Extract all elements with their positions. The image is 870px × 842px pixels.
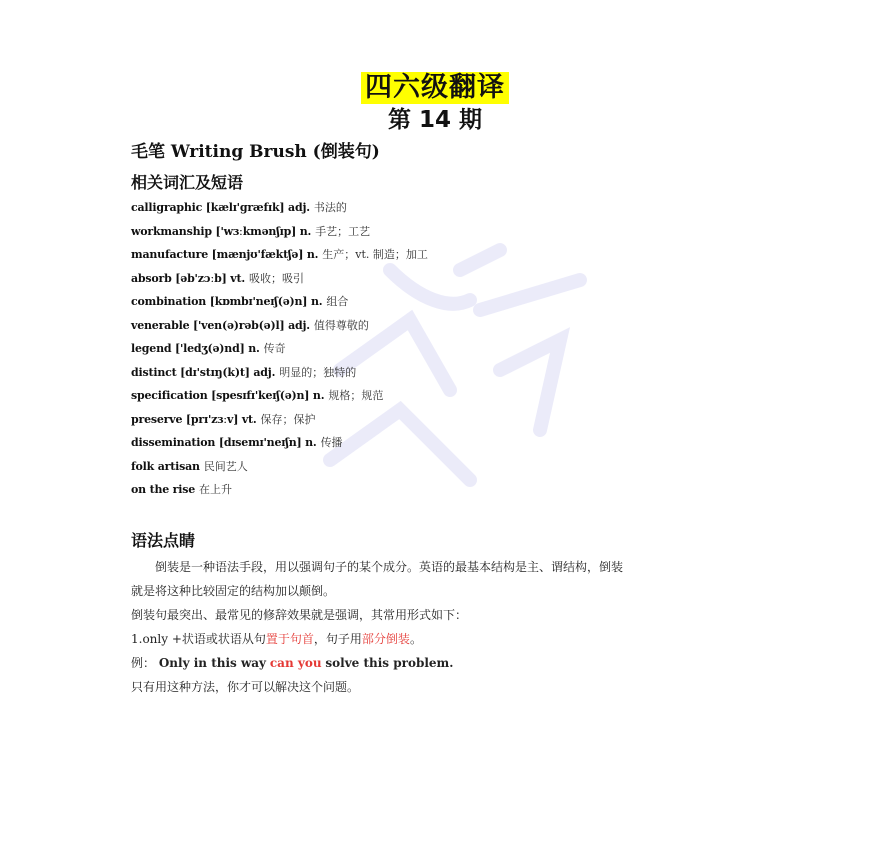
rule-suffix: 。 — [409, 632, 422, 646]
list-item — [131, 410, 691, 434]
rule-highlight-front: 置于句首 — [265, 632, 314, 646]
vocab-term: calligraphic [kælɪ'græfɪk] adj. — [131, 201, 310, 214]
list-item — [131, 292, 691, 316]
vocab-meaning: 保存；保护 — [260, 412, 316, 426]
example-translation: 只有用这种方法，你才可以解决这个问题。 — [131, 680, 360, 694]
vocab-meaning: 明显的；独特的 — [279, 365, 357, 379]
vocab-meaning: 在上升 — [199, 483, 233, 496]
vocab-meaning: 规格；规范 — [328, 389, 384, 402]
rule-highlight-inversion: 部分倒装 — [361, 632, 410, 646]
vocab-meaning: 值得尊敬的 — [313, 318, 369, 332]
vocab-meaning: 生产；vt. 制造；加工 — [322, 248, 428, 261]
example-pre: Only in this way — [158, 656, 267, 670]
vocab-meaning: 书法的 — [313, 201, 347, 214]
list-item — [131, 198, 691, 222]
vocab-meaning: 手艺；工艺 — [315, 224, 371, 238]
list-item — [131, 433, 691, 457]
vocab-term: absorb [əb'zɔːb] vt. — [131, 271, 245, 285]
list-item — [131, 386, 691, 410]
vocab-term: preserve [prɪ'zɜːv] vt. — [131, 412, 257, 426]
vocab-meaning: 民间艺人 — [203, 459, 248, 473]
list-item — [131, 245, 691, 269]
vocab-term: combination [kɒmbɪ'neɪʃ(ə)n] n. — [131, 295, 323, 308]
topic-heading: 毛笔 Writing Brush (倒装句) — [131, 142, 380, 162]
grammar-body — [131, 556, 751, 700]
list-item — [131, 457, 691, 481]
vocab-term: on the rise — [131, 483, 196, 496]
vocab-term: specification [spesɪfɪ'keɪʃ(ə)n] n. — [131, 389, 325, 402]
vocab-term: manufacture [mænjʊ'fæktʃə] n. — [131, 248, 319, 261]
vocab-term: distinct [dɪ'stɪŋ(k)t] adj. — [131, 365, 276, 379]
vocab-term: workmanship ['wɜːkmənʃɪp] n. — [131, 224, 312, 238]
list-item — [131, 339, 691, 363]
vocab-term: venerable ['ven(ə)rəb(ə)l] adj. — [131, 318, 310, 332]
grammar-paragraph-line: 倒装是一种语法手段，用以强调句子的某个成分。英语的最基本结构是主、谓结构，倒装 — [155, 560, 624, 574]
vocab-term: folk artisan — [131, 459, 200, 473]
list-item — [131, 269, 691, 293]
grammar-heading: 语法点睛 — [131, 531, 196, 550]
vocab-term: dissemination [dɪsemɪ'neɪʃn] n. — [131, 436, 317, 449]
grammar-example — [131, 652, 751, 676]
vocab-meaning: 吸收；吸引 — [248, 271, 304, 285]
grammar-paragraph: 倒装句最突出、最常见的修辞效果就是强调，其常用形式如下： — [131, 608, 468, 622]
grammar-paragraph-line: 就是将这种比较固定的结构加以颠倒。 — [131, 584, 336, 598]
title-wrap — [0, 72, 870, 104]
example-post: solve this problem. — [325, 656, 454, 670]
list-item — [131, 480, 691, 504]
vocab-list — [131, 198, 691, 504]
vocab-meaning: 组合 — [326, 295, 349, 308]
vocab-heading: 相关词汇及短语 — [131, 173, 244, 192]
list-item — [131, 222, 691, 246]
example-label: 例： — [131, 656, 156, 670]
rule-prefix: 1.only +状语或状语从句 — [131, 632, 266, 646]
page-title: 四六级翻译 — [361, 72, 509, 104]
list-item — [131, 363, 691, 387]
list-item — [131, 316, 691, 340]
vocab-meaning: 传奇 — [263, 342, 286, 355]
example-highlight: can you — [269, 656, 322, 670]
rule-middle: ，句子用 — [313, 632, 362, 646]
issue-number: 第 14 期 — [387, 107, 483, 133]
vocab-meaning: 传播 — [320, 436, 343, 449]
vocab-term: legend ['ledʒ(ə)nd] n. — [131, 342, 260, 355]
grammar-rule — [131, 628, 751, 652]
